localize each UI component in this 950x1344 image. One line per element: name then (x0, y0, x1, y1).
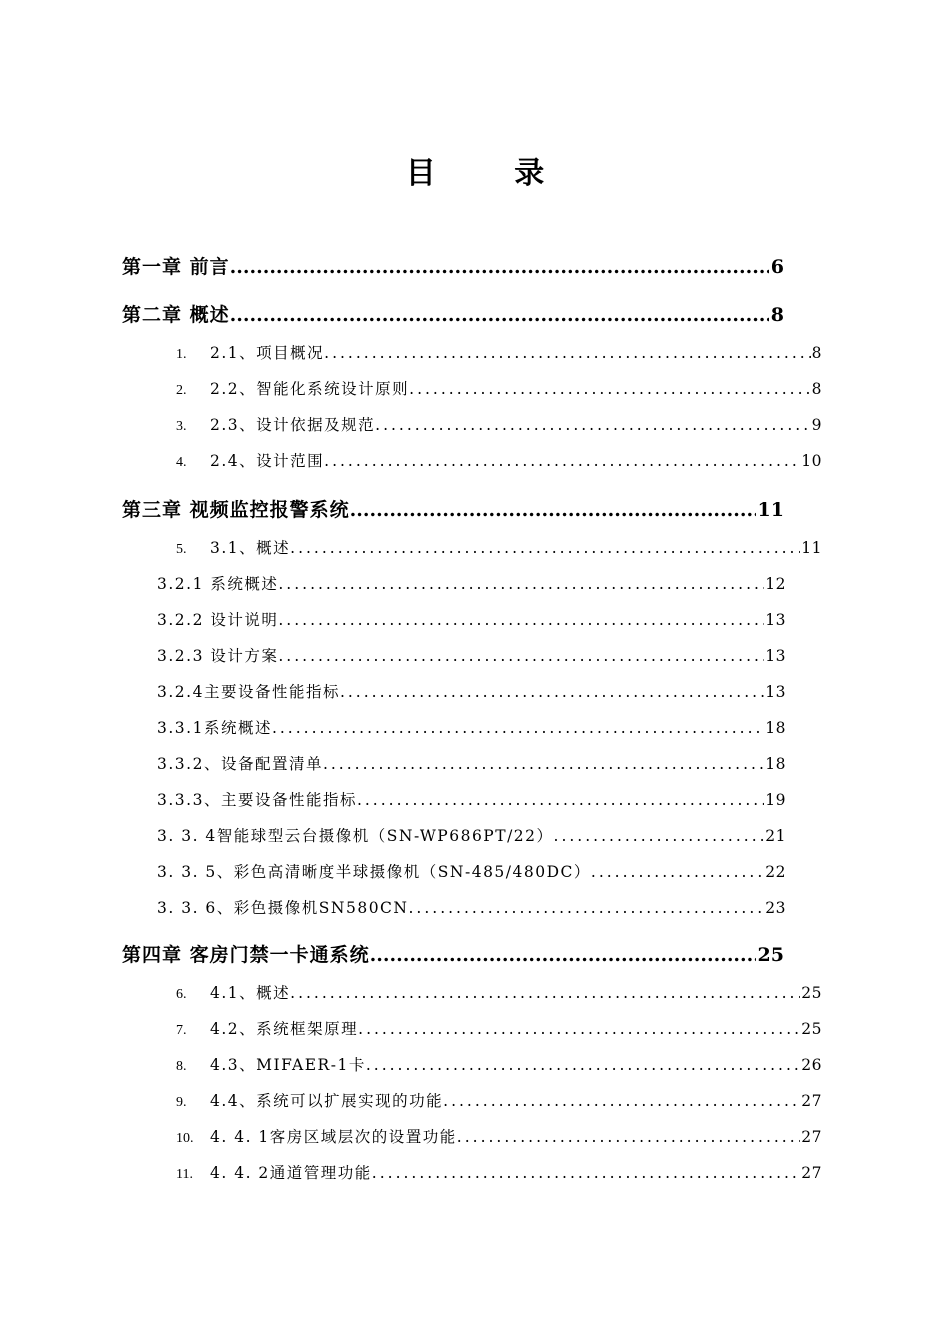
toc-entry-index: 4. (176, 455, 187, 470)
toc-section-entry[interactable] (176, 341, 822, 363)
dot-leader (366, 1056, 800, 1074)
toc-entry-label: 4.1、概述 (210, 984, 291, 1002)
toc-entry-label: 3.2.1 系统概述 (157, 575, 279, 593)
toc-entry-page: 19 (765, 791, 786, 809)
toc-entry-index: 9. (176, 1095, 187, 1110)
toc-section-entry[interactable] (157, 644, 786, 666)
toc-entry-page: 25 (801, 1020, 822, 1038)
toc-entry-page: 25 (801, 984, 822, 1002)
dot-leader (408, 899, 764, 917)
toc-entry-label: 2.1、项目概况 (210, 344, 325, 362)
toc-entry-label: 2.3、设计依据及规范 (210, 416, 376, 434)
toc-entry-label: 2.4、设计范围 (210, 452, 325, 470)
toc-entry-label: 3. 3. 4智能球型云台摄像机（SN-WP686PT/22） (157, 827, 554, 845)
toc-entry-label: 第四章 客房门禁一卡通系统 (122, 944, 370, 966)
toc-section-entry[interactable] (157, 752, 786, 774)
toc-section-entry[interactable] (157, 716, 786, 738)
toc-entry-label: 3.1、概述 (210, 539, 291, 557)
toc-entry-label: 4. 4. 1客房区域层次的设置功能 (210, 1128, 457, 1146)
dot-leader (554, 827, 765, 845)
dot-leader (290, 539, 800, 557)
dot-leader (375, 416, 810, 434)
dot-leader (324, 452, 800, 470)
toc-entry-page: 8 (811, 344, 822, 362)
toc-entry-page: 27 (801, 1128, 822, 1146)
toc-chapter-entry[interactable] (122, 940, 784, 967)
dot-leader (272, 719, 764, 737)
toc-section-entry[interactable] (176, 377, 822, 399)
dot-leader (230, 256, 769, 278)
toc-section-entry[interactable] (157, 608, 786, 630)
dot-leader (278, 611, 764, 629)
toc-entry-label: 第一章 前言 (122, 256, 230, 278)
toc-entry-index: 3. (176, 419, 187, 434)
toc-entry-page: 22 (765, 863, 786, 881)
toc-entry-page: 13 (765, 683, 786, 701)
dot-leader (290, 984, 800, 1002)
toc-section-entry[interactable] (176, 413, 822, 435)
toc-entry-label: 第三章 视频监控报警系统 (122, 499, 350, 521)
toc-section-entry[interactable] (157, 860, 786, 882)
toc-title: 目 录 (405, 156, 579, 191)
toc-entry-label: 3.2.4主要设备性能指标 (157, 683, 340, 701)
toc-chapter-entry[interactable] (122, 495, 784, 522)
toc-section-entry[interactable] (176, 1089, 822, 1111)
toc-section-entry[interactable] (176, 981, 822, 1003)
toc-entry-label: 4.4、系统可以扩展实现的功能 (210, 1092, 444, 1110)
toc-entry-label: 3.3.1系统概述 (157, 719, 272, 737)
toc-section-entry[interactable] (157, 680, 786, 702)
toc-entry-page: 18 (765, 755, 786, 773)
dot-leader (340, 683, 764, 701)
toc-entry-page: 12 (765, 575, 786, 593)
toc-entry-page: 9 (811, 416, 822, 434)
toc-section-entry[interactable] (176, 536, 822, 558)
toc-entry-page: 8 (770, 304, 784, 326)
dot-leader (323, 755, 764, 773)
dot-leader (357, 791, 764, 809)
dot-leader (278, 647, 764, 665)
toc-chapter-entry[interactable] (122, 300, 784, 327)
dot-leader (230, 304, 769, 326)
dot-leader (324, 344, 810, 362)
dot-leader (443, 1092, 800, 1110)
toc-entry-page: 13 (765, 611, 786, 629)
toc-entry-label: 3.2.3 设计方案 (157, 647, 279, 665)
toc-entry-label: 4. 4. 2通道管理功能 (210, 1164, 372, 1182)
toc-section-entry[interactable] (157, 824, 786, 846)
dot-leader (457, 1128, 800, 1146)
toc-entry-index: 11. (176, 1167, 193, 1182)
toc-entry-index: 7. (176, 1023, 187, 1038)
toc-entry-index: 6. (176, 987, 187, 1002)
toc-entry-page: 21 (765, 827, 786, 845)
toc-entry-page: 27 (801, 1092, 822, 1110)
dot-leader (409, 380, 810, 398)
toc-section-entry[interactable] (176, 449, 822, 471)
toc-entry-index: 8. (176, 1059, 187, 1074)
toc-entry-label: 2.2、智能化系统设计原则 (210, 380, 410, 398)
toc-entry-label: 3.3.3、主要设备性能指标 (157, 791, 357, 809)
toc-section-entry[interactable] (176, 1161, 822, 1183)
dot-leader (591, 863, 764, 881)
toc-entry-page: 10 (801, 452, 822, 470)
dot-leader (358, 1020, 800, 1038)
toc-entry-label: 3.2.2 设计说明 (157, 611, 279, 629)
toc-entry-page: 11 (801, 539, 822, 557)
toc-entry-label: 4.2、系统框架原理 (210, 1020, 359, 1038)
toc-entry-index: 1. (176, 347, 187, 362)
toc-section-entry[interactable] (176, 1053, 822, 1075)
toc-entry-page: 6 (770, 256, 784, 278)
dot-leader (278, 575, 764, 593)
toc-chapter-entry[interactable] (122, 252, 784, 279)
toc-entry-label: 3. 3. 5、彩色高清晰度半球摄像机（SN-485/480DC） (157, 863, 591, 881)
toc-section-entry[interactable] (157, 572, 786, 594)
toc-section-entry[interactable] (157, 896, 786, 918)
toc-entry-label: 第二章 概述 (122, 304, 230, 326)
toc-entry-page: 27 (801, 1164, 822, 1182)
dot-leader (372, 1164, 800, 1182)
toc-section-entry[interactable] (176, 1017, 822, 1039)
dot-leader (350, 499, 756, 521)
toc-section-entry[interactable] (176, 1125, 822, 1147)
toc-entry-label: 4.3、MIFAER-1卡 (210, 1056, 366, 1074)
toc-entry-index: 5. (176, 542, 187, 557)
toc-entry-index: 10. (176, 1131, 194, 1146)
toc-entry-page: 11 (757, 499, 784, 521)
toc-entry-page: 13 (765, 647, 786, 665)
toc-entry-label: 3. 3. 6、彩色摄像机SN580CN (157, 899, 409, 917)
toc-entry-page: 25 (757, 944, 784, 966)
toc-entry-page: 8 (811, 380, 822, 398)
dot-leader (370, 944, 756, 966)
toc-entry-page: 23 (765, 899, 786, 917)
toc-entry-label: 3.3.2、设备配置清单 (157, 755, 323, 773)
toc-entry-page: 18 (765, 719, 786, 737)
toc-section-entry[interactable] (157, 788, 786, 810)
toc-entry-index: 2. (176, 383, 187, 398)
toc-entry-page: 26 (801, 1056, 822, 1074)
